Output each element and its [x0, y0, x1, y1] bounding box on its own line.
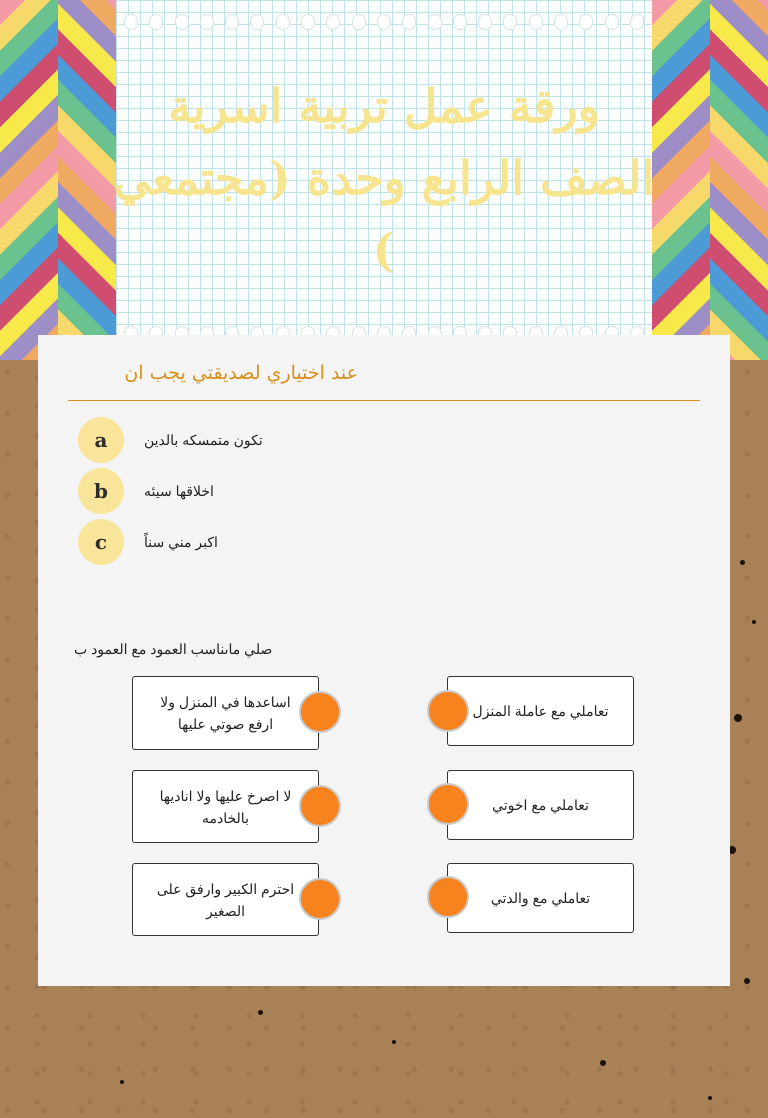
- match-right-connector-1[interactable]: [427, 690, 469, 732]
- speck: [258, 1010, 263, 1015]
- option-a-label: تكون متمسكه بالدين: [144, 431, 263, 448]
- worksheet-header: [0, 0, 768, 360]
- question-1-divider: [68, 400, 700, 401]
- speck: [120, 1080, 124, 1084]
- speck: [744, 978, 750, 984]
- worksheet-title: [70, 70, 698, 286]
- option-b-label: اخلاقها سيئه: [144, 482, 214, 499]
- option-b-badge[interactable]: b: [78, 468, 124, 514]
- option-c-label: اكبر مني سناً: [144, 533, 218, 550]
- title-line-2: الصف الرابع وحدة (مجتمعي: [113, 151, 655, 205]
- notebook-holes-top: [124, 14, 644, 30]
- match-left-connector-3[interactable]: [299, 878, 341, 920]
- speck: [734, 714, 742, 722]
- speck: [708, 1096, 712, 1100]
- title-line-1: ورقة عمل تربية اسرية: [168, 79, 600, 133]
- option-b[interactable]: [78, 468, 214, 514]
- option-c-badge[interactable]: c: [78, 519, 124, 565]
- match-left-item-3[interactable]: احترم الكبير وارفق على الصغير: [132, 863, 319, 936]
- speck: [752, 620, 756, 624]
- match-right-item-3[interactable]: تعاملي مع والدتي: [447, 863, 634, 933]
- option-c[interactable]: [78, 519, 218, 565]
- match-left-connector-2[interactable]: [299, 785, 341, 827]
- match-right-connector-3[interactable]: [427, 876, 469, 918]
- speck: [740, 560, 745, 565]
- option-a[interactable]: [78, 417, 263, 463]
- question-2-prompt: صلي ماىناسب العمود مع العمود ب: [74, 641, 273, 657]
- title-line-3: ): [372, 223, 396, 277]
- speck: [392, 1040, 396, 1044]
- question-1-prompt: عند اختياري لصديقتي يجب ان: [124, 362, 358, 384]
- match-left-item-1[interactable]: اساعدها في المنزل ولا ارفع صوتي عليها: [132, 676, 319, 750]
- match-right-item-2[interactable]: تعاملي مع اخوتي: [447, 770, 634, 840]
- match-left-connector-1[interactable]: [299, 691, 341, 733]
- speck: [600, 1060, 606, 1066]
- option-a-badge[interactable]: a: [78, 417, 124, 463]
- match-right-connector-2[interactable]: [427, 783, 469, 825]
- match-right-item-1[interactable]: تعاملي مع عاملة المنزل: [447, 676, 634, 746]
- match-left-item-2[interactable]: لا اصرخ عليها ولا اناديها بالخادمه: [132, 770, 319, 843]
